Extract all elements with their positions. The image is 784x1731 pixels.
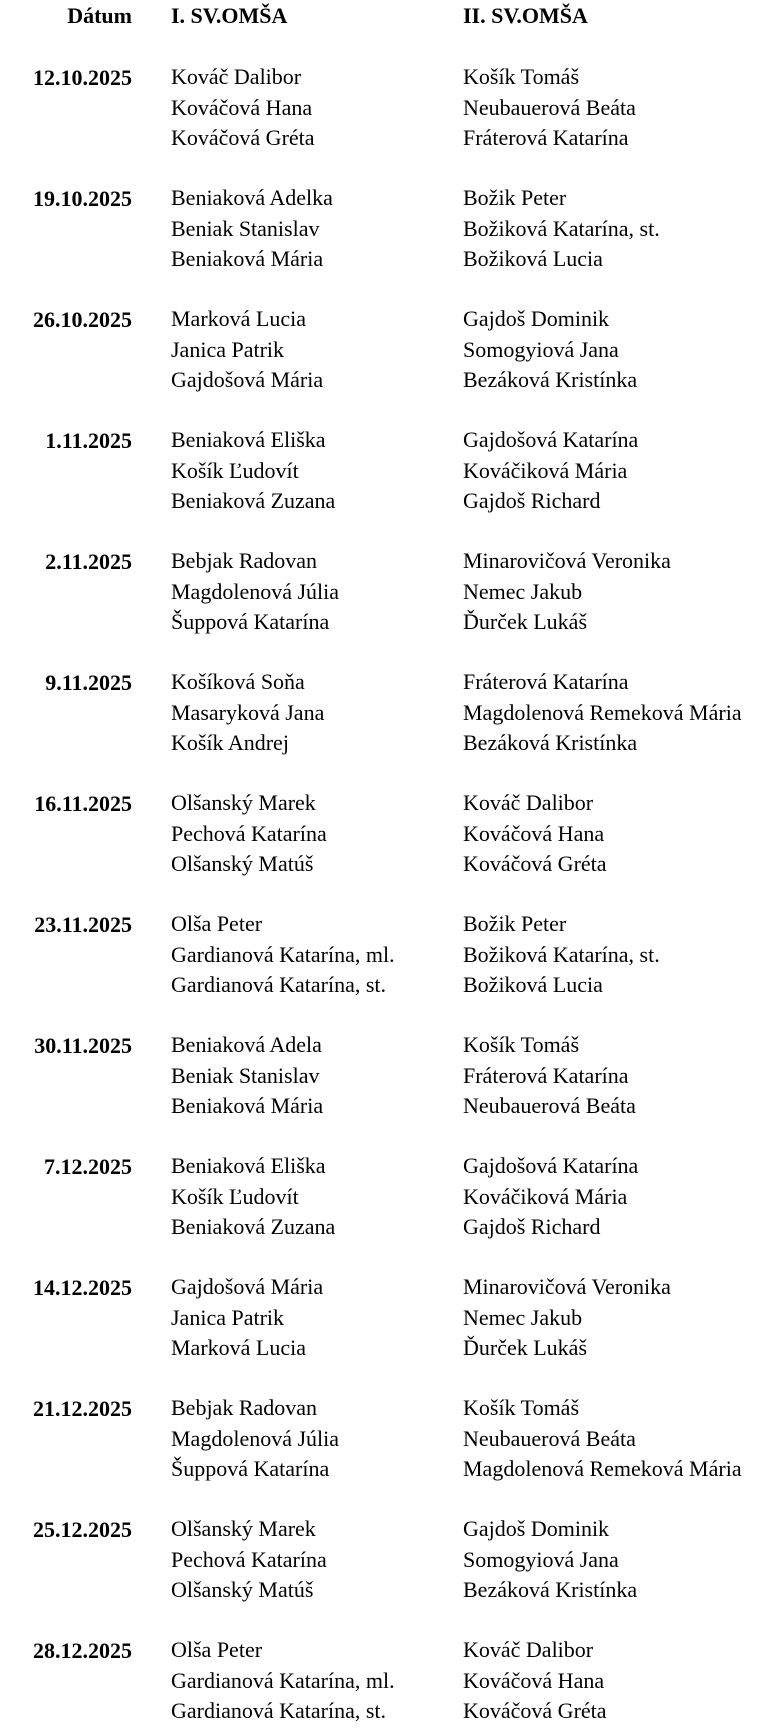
schedule-date: 1.11.2025 (45, 428, 132, 453)
first-mass-reader: Gardianová Katarína, ml. (171, 1667, 395, 1693)
schedule-date: 19.10.2025 (33, 186, 132, 211)
second-mass-reader: Somogyiová Jana (463, 336, 619, 362)
first-mass-reader: Bebjak Radovan (171, 548, 318, 573)
schedule-date: 9.11.2025 (45, 670, 132, 695)
first-mass-names (171, 667, 324, 759)
first-mass-reader: Olšanský Matúš (171, 1577, 314, 1602)
schedule-date: 2.11.2025 (45, 549, 132, 574)
schedule-header (0, 0, 784, 36)
second-mass-names (463, 1030, 636, 1122)
second-mass-reader: Kováčová Gréta (463, 1698, 607, 1723)
schedule-date: 26.10.2025 (33, 307, 132, 332)
first-mass-reader: Košíková Soňa (171, 669, 305, 694)
schedule-date: 28.12.2025 (33, 1638, 132, 1663)
second-mass-names (463, 183, 660, 275)
second-mass-names (463, 304, 637, 396)
second-mass-reader: Kováčová Hana (463, 820, 605, 846)
second-mass-reader: Gajdoš Richard (463, 488, 601, 513)
second-mass-names (463, 667, 742, 759)
second-mass-reader: Fráterová Katarína (463, 669, 629, 694)
first-mass-reader: Olša Peter (171, 1637, 263, 1662)
second-mass-reader: Božiková Katarína, st. (463, 215, 660, 241)
second-mass-reader: Ďurček Lukáš (463, 609, 588, 634)
second-mass-reader: Neubauerová Beáta (463, 1093, 636, 1118)
first-mass-reader: Beniak Stanislav (171, 1062, 320, 1088)
second-mass-reader: Gajdošová Katarína (463, 1153, 639, 1178)
second-mass-reader: Minarovičová Veronika (463, 548, 671, 573)
second-mass-names (463, 1272, 671, 1364)
second-mass-reader: Nemec Jakub (463, 578, 583, 604)
first-mass-reader: Janica Patrik (171, 336, 285, 362)
second-mass-names (463, 425, 638, 517)
first-mass-reader: Košík Ľudovít (171, 457, 299, 483)
second-mass-reader: Fráterová Katarína (463, 125, 629, 150)
second-mass-reader: Božik Peter (463, 911, 567, 936)
second-mass-reader: Božiková Katarína, st. (463, 941, 660, 967)
first-mass-reader: Gajdošová Mária (171, 367, 324, 392)
schedule-date: 23.11.2025 (34, 912, 132, 937)
first-mass-reader: Kováčová Hana (171, 94, 313, 120)
first-mass-reader: Pechová Katarína (171, 820, 327, 846)
first-mass-names (171, 1030, 323, 1122)
schedule-date: 30.11.2025 (34, 1033, 132, 1058)
first-mass-reader: Šuppová Katarína (171, 1456, 330, 1481)
first-mass-names (171, 425, 335, 517)
first-mass-reader: Beniaková Zuzana (171, 488, 336, 513)
second-mass-reader: Košík Tomáš (463, 64, 580, 89)
first-mass-reader: Kováč Dalibor (171, 64, 302, 89)
first-mass-reader: Bebjak Radovan (171, 1395, 318, 1420)
second-mass-reader: Fráterová Katarína (463, 1062, 629, 1088)
second-mass-reader: Neubauerová Beáta (463, 94, 636, 120)
schedule-row (0, 909, 784, 1005)
first-mass-reader: Gardianová Katarína, st. (171, 1698, 387, 1723)
first-mass-reader: Marková Lucia (171, 306, 306, 331)
second-mass-reader: Neubauerová Beáta (463, 1425, 636, 1451)
second-mass-names (463, 1151, 638, 1243)
first-mass-reader: Beniaková Eliška (171, 427, 326, 452)
first-mass-reader: Magdolenová Júlia (171, 578, 340, 604)
second-mass-reader: Minarovičová Veronika (463, 1274, 671, 1299)
schedule-row (0, 667, 784, 763)
first-mass-reader: Marková Lucia (171, 1335, 306, 1360)
second-mass-names (463, 546, 671, 638)
second-mass-reader: Kováčová Hana (463, 1667, 605, 1693)
first-mass-reader: Magdolenová Júlia (171, 1425, 340, 1451)
first-mass-reader: Janica Patrik (171, 1304, 285, 1330)
first-mass-names (171, 1393, 339, 1485)
second-mass-names (463, 1514, 637, 1606)
first-mass-reader: Olšanský Marek (171, 1516, 316, 1541)
second-mass-reader: Somogyiová Jana (463, 1546, 619, 1572)
first-mass-names (171, 788, 327, 880)
second-mass-reader: Gajdošová Katarína (463, 427, 639, 452)
first-mass-reader: Beniaková Adelka (171, 185, 333, 210)
first-mass-names (171, 183, 333, 275)
second-mass-reader: Magdolenová Remeková Mária (463, 1456, 742, 1481)
first-mass-reader: Olšanský Marek (171, 790, 316, 815)
second-mass-reader: Kováčová Gréta (463, 851, 607, 876)
first-mass-reader: Gajdošová Mária (171, 1274, 324, 1299)
schedule-row (0, 1514, 784, 1610)
first-mass-reader: Beniaková Eliška (171, 1153, 326, 1178)
first-mass-reader: Šuppová Katarína (171, 609, 330, 634)
first-mass-reader: Beniaková Mária (171, 246, 324, 271)
first-mass-reader: Kováčová Gréta (171, 125, 315, 150)
first-mass-reader: Košík Andrej (171, 730, 289, 755)
schedule-row (0, 304, 784, 400)
schedule-date: 14.12.2025 (33, 1275, 132, 1300)
second-mass-column-header: II. SV.OMŠA (463, 3, 588, 28)
first-mass-reader: Gardianová Katarína, ml. (171, 941, 395, 967)
first-mass-names (171, 62, 315, 154)
first-mass-names (171, 304, 323, 396)
second-mass-reader: Gajdoš Richard (463, 1214, 601, 1239)
second-mass-reader: Gajdoš Dominik (463, 306, 610, 331)
first-mass-reader: Beniak Stanislav (171, 215, 320, 241)
first-mass-names (171, 1272, 323, 1364)
second-mass-reader: Bezáková Kristínka (463, 730, 638, 755)
first-mass-reader: Beniaková Mária (171, 1093, 324, 1118)
schedule-row (0, 1393, 784, 1489)
first-mass-names (171, 1151, 335, 1243)
first-mass-names (171, 909, 395, 1001)
schedule-date: 7.12.2025 (44, 1154, 132, 1179)
first-mass-reader: Beniaková Adela (171, 1032, 322, 1057)
second-mass-names (463, 909, 660, 1001)
schedule-row (0, 1635, 784, 1731)
second-mass-reader: Kováčiková Mária (463, 457, 628, 483)
second-mass-reader: Bezáková Kristínka (463, 367, 638, 392)
second-mass-reader: Košík Tomáš (463, 1032, 580, 1057)
first-mass-reader: Pechová Katarína (171, 1546, 327, 1572)
schedule-row (0, 1030, 784, 1126)
second-mass-reader: Kováč Dalibor (463, 790, 594, 815)
second-mass-reader: Kováč Dalibor (463, 1637, 594, 1662)
schedule-row (0, 546, 784, 642)
first-mass-reader: Beniaková Zuzana (171, 1214, 336, 1239)
second-mass-reader: Nemec Jakub (463, 1304, 583, 1330)
second-mass-reader: Božik Peter (463, 185, 567, 210)
first-mass-reader: Gardianová Katarína, st. (171, 972, 387, 997)
first-mass-reader: Košík Ľudovít (171, 1183, 299, 1209)
schedule-row (0, 788, 784, 884)
first-mass-reader: Olša Peter (171, 911, 263, 936)
schedule-row (0, 425, 784, 521)
schedule-date: 12.10.2025 (33, 65, 132, 90)
second-mass-names (463, 788, 607, 880)
first-mass-reader: Olšanský Matúš (171, 851, 314, 876)
first-mass-reader: Masaryková Jana (171, 699, 325, 725)
second-mass-reader: Gajdoš Dominik (463, 1516, 610, 1541)
second-mass-reader: Kováčiková Mária (463, 1183, 628, 1209)
second-mass-reader: Košík Tomáš (463, 1395, 580, 1420)
second-mass-names (463, 1393, 742, 1485)
schedule-date: 16.11.2025 (34, 791, 132, 816)
second-mass-names (463, 62, 636, 154)
schedule-date: 25.12.2025 (33, 1517, 132, 1542)
date-column-header: Dátum (67, 3, 132, 28)
second-mass-reader: Magdolenová Remeková Mária (463, 699, 742, 725)
first-mass-names (171, 546, 339, 638)
first-mass-names (171, 1514, 327, 1606)
schedule-row (0, 1151, 784, 1247)
schedule-row (0, 1272, 784, 1368)
second-mass-reader: Bezáková Kristínka (463, 1577, 638, 1602)
schedule-row (0, 183, 784, 279)
first-mass-names (171, 1635, 395, 1727)
schedule-row (0, 62, 784, 158)
second-mass-reader: Ďurček Lukáš (463, 1335, 588, 1360)
first-mass-column-header: I. SV.OMŠA (171, 3, 288, 28)
schedule-date: 21.12.2025 (33, 1396, 132, 1421)
second-mass-reader: Božiková Lucia (463, 972, 603, 997)
second-mass-reader: Božiková Lucia (463, 246, 603, 271)
second-mass-names (463, 1635, 607, 1727)
